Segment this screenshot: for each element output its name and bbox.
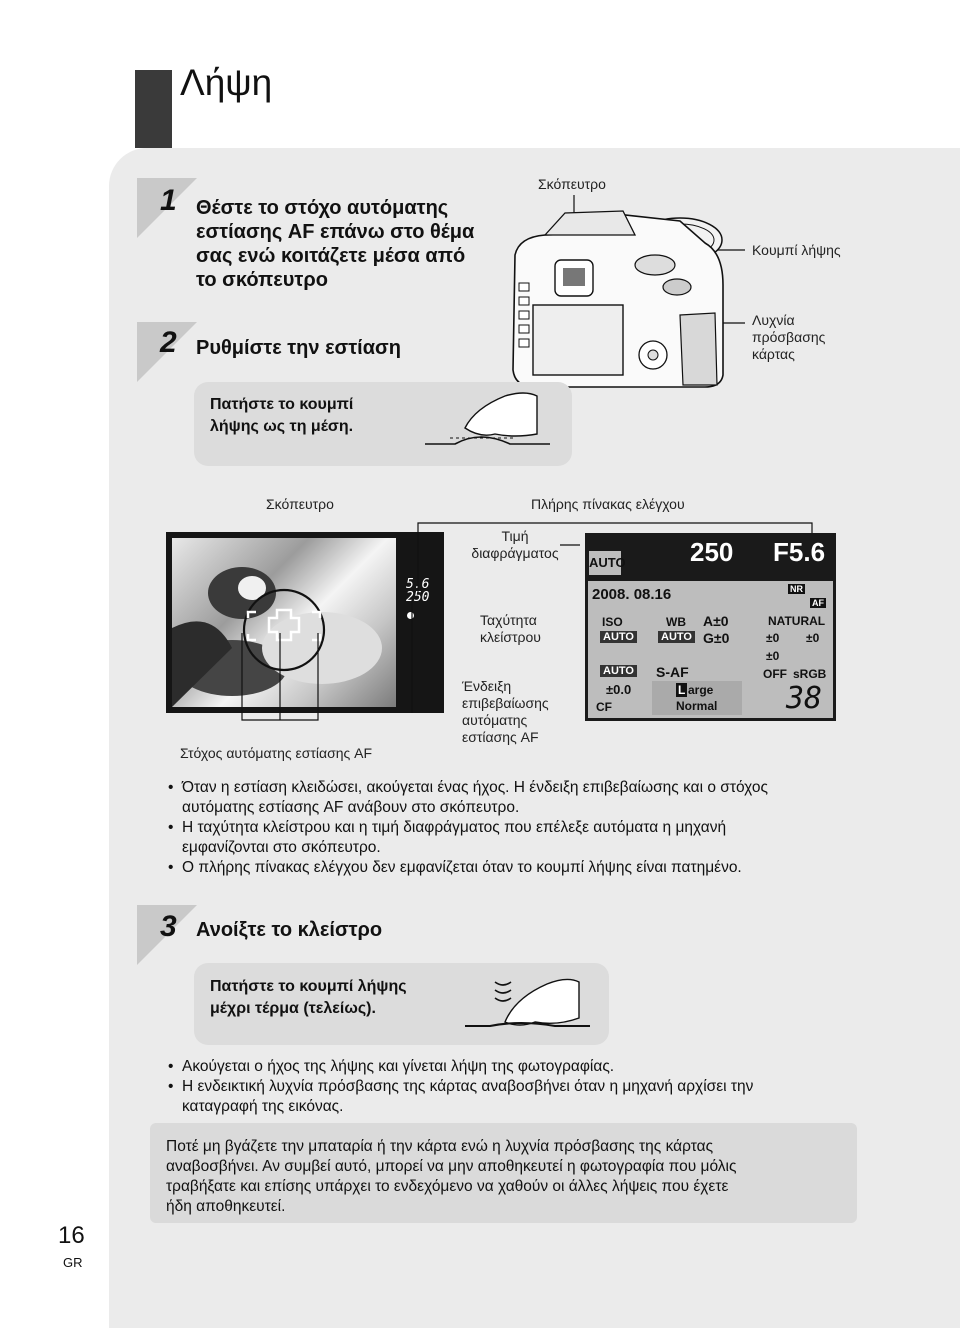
bullet-line: • Η ενδεικτική λυχνία πρόσβασης της κάρτας αναβοσβήνει όταν η μηχανή αρχίσει την [182,1078,754,1095]
panel-sharpness: ±0 [766,631,780,645]
aperture-line: διαφράγματος [471,545,559,561]
full-press-text [210,976,407,1020]
control-panel-label: Πλήρης πίνακας ελέγχου [531,496,685,512]
af-confirm-line: εστίασης AF [462,729,539,745]
panel-frames: 38 [786,681,823,716]
panel-af-icon: AF [812,598,824,608]
lamp-line: κάρτας [752,346,795,362]
step-1-text [196,196,496,292]
list-item [165,818,855,858]
note-line: τραβήξατε και επίσης υπάρχει το ενδεχόμενο να χαθούν οι άλλες λήψεις που έχετε [166,1178,729,1195]
af-target-label: Στόχος αυτόματης εστίασης AF [180,745,373,761]
mode-dial-icon [635,255,675,275]
step-1-line: το σκόπευτρο [196,269,328,291]
panel-wb: WB [666,615,686,629]
camera-illustration [505,195,755,395]
panel-color-space: sRGB [793,667,827,681]
shutter-speed-label [480,612,541,646]
panel-quality-large: arge [688,683,714,697]
focus-bullets [165,778,855,878]
finger-full-press-icon [465,970,595,1035]
note-line: ήδη αποθηκευτεί. [166,1198,286,1215]
aperture-label [460,528,570,562]
panel-date: 2008. 08.16 [592,586,672,603]
bullet-line: αυτόματης εστίασης AF ανάβουν στο σκόπευτρο. [182,799,520,816]
panel-iso-value: AUTO [600,631,637,643]
title-block [135,70,172,148]
bullet-line: καταγραφή της εικόνας. [182,1098,344,1115]
panel-saturation: ±0 [766,649,780,663]
step-2-number: 2 [160,326,177,359]
list-item [165,778,855,818]
panel-aperture: F5.6 [773,537,826,567]
panel-quality-l: L [678,683,686,697]
shutter-line: κλείστρου [480,629,541,645]
panel-contrast: ±0 [806,631,820,645]
panel-mode: AUTO [589,551,621,575]
shutter-line: Ταχύτητα [480,612,537,628]
aperture-line: Τιμή [501,528,529,544]
camera-card-lamp-label [752,312,825,363]
panel-picture-mode: NATURAL [768,614,826,628]
panel-shutter: 250 [690,537,734,567]
page-number: 16 [58,1222,85,1249]
page-title: Λήψη [180,62,273,103]
list-item [165,1057,855,1077]
half-press-line: λήψης ως τη μέση. [210,418,354,435]
step-1-line: εστίασης AF επάνω στο θέμα [196,221,475,243]
camera-shutter-label: Κουμπί λήψης [752,242,841,258]
panel-saf: S-AF [656,664,689,680]
camera-viewfinder-label: Σκόπευτρο [538,176,606,192]
panel-quality-box [652,681,742,715]
list-item [165,858,855,878]
panel-iso: ISO [602,615,623,629]
af-confirm-line: επιβεβαίωσης [462,695,549,711]
language-code: GR [63,1255,83,1270]
step-1-line: Θέστε το στόχο αυτόματης [196,197,449,219]
panel-wb-g: G±0 [703,630,730,646]
lamp-line: πρόσβασης [752,329,826,345]
list-item [165,1077,855,1117]
panel-nr: NR [790,584,803,594]
bullet-line: • Όταν η εστίαση κλειδώσει, ακούγεται ένας ήχος. Η ένδειξη επιβεβαίωσης και ο στόχος [182,779,768,796]
panel-record: CF [596,700,612,714]
step-2-text: Ρυθμίστε την εστίαση [196,337,401,359]
lamp-line: Λυχνία [752,312,795,328]
lcd-screen-icon [533,305,623,375]
note-line: αναβοσβήνει. Αν συμβεί αυτό, μπορεί να μην αποθηκευτεί η φωτογραφία που μόλις [166,1158,737,1175]
control-panel [585,533,836,721]
panel-lcd [588,581,833,718]
step-3-number: 3 [160,910,177,943]
step-1-number: 1 [160,184,177,217]
af-confirm-line: Ένδειξη [462,678,512,694]
panel-quality-normal: Normal [676,699,718,713]
step-1-line: σας ενώ κοιτάζετε μέσα από [196,245,466,267]
vf-shutter-value: 250 [406,590,430,605]
panel-wb-value: AUTO [658,631,695,643]
panel-wb-a: A±0 [703,613,729,629]
viewfinder-diagram-label: Σκόπευτρο [266,496,334,512]
bullet-line: • Ακούγεται ο ήχος της λήψης και γίνεται λήψη της φωτογραφίας. [182,1058,615,1075]
panel-face: OFF [763,667,787,681]
bullet-line: • Η ταχύτητα κλείστρου και η τιμή διαφράγματος που επέλεξε αυτόματα η μηχανή [182,819,727,836]
finger-half-press-icon [425,388,555,458]
bullet-line: εμφανίζονται στο σκόπευτρο. [182,839,381,856]
panel-flash-value: AUTO [600,665,637,677]
full-press-line: μέχρι τέρμα (τελείως). [210,1000,376,1017]
step-3-text: Ανοίξτε το κλείστρο [196,919,383,941]
bullet-line: • Ο πλήρης πίνακας ελέγχου δεν εμφανίζεται όταν το κουμπί λήψης είναι πατημένο. [182,859,742,876]
shutter-button-icon [663,279,691,295]
half-press-line: Πατήστε το κουμπί [210,396,354,413]
full-press-line: Πατήστε το κουμπί λήψης [210,978,407,995]
shutter-bullets [165,1057,855,1117]
note-line: Ποτέ μη βγάζετε την μπαταρία ή την κάρτα ενώ η λυχνία πρόσβασης της κάρτας [166,1138,714,1155]
af-confirm-label [462,678,549,746]
panel-exposure-comp: ±0.0 [606,682,632,697]
af-confirm-line: αυτόματης [462,712,528,728]
sound-wave-icon [495,982,511,1001]
vf-aperture-value: 5.6 [406,577,430,592]
half-press-text [210,394,353,438]
warning-note [150,1123,857,1223]
